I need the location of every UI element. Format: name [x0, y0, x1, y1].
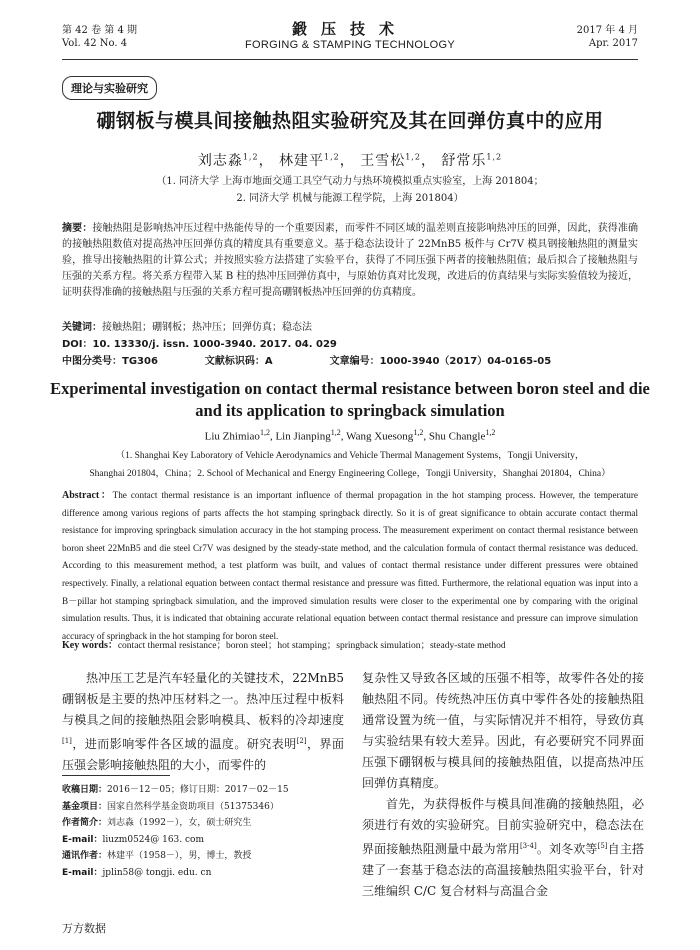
footnotes [62, 782, 352, 881]
journal-name-cn: 鍛压技术 [291, 20, 408, 38]
author-name: 舒常乐 [441, 153, 487, 169]
author-name: 王雪松 [360, 153, 406, 169]
footnote-author-bio: 作者简介：刘志淼（1992－），女，硕士研究生 [62, 818, 252, 828]
body-paragraph: 首先，为获得板件与模具间准确的接触热阻，必须进行有效的实验研究。目前实验研究中，稳态法在界面接触热阻测量中最为常用[3-4]。刘冬欢等[5]自主搭建了一套基于稳态法的高温接触热阻实验平台，针对三维编织 C/C 复合材料与高温合金 [362, 797, 644, 898]
body-paragraph: 复杂性又导致各区域的压强不相等，故零件各处的接触热阻不同。传统热冲压仿真中零件各处的接触热阻通常设置为统一值，与实际情况并不相符，导致仿真与实验结果有较大差异。因此，有必要研究不同界面压强下硼钢板与模具间的接触热阻值，以提高热冲压回弹仿真精度。 [362, 671, 644, 790]
keywords-cn: 关键词：接触热阻；硼钢板；热冲压；回弹仿真；稳态法 [62, 322, 312, 333]
paper-title-cn: 硼钢板与模具间接触热阻实验研究及其在回弹仿真中的应用 [96, 110, 604, 132]
footnote-corresponding: 通讯作者：林建平（1958－），男，博士，教授 [62, 851, 252, 861]
date-cn: 2017 年 4 月 [576, 25, 638, 36]
footnote-divider [62, 775, 170, 776]
journal-name [62, 20, 638, 52]
citation: [1] [62, 737, 72, 745]
author-name: Liu Zhimiao [204, 430, 260, 443]
author-name: Wang Xuesong [346, 430, 414, 443]
author-name: Shu Changle [428, 430, 486, 443]
abstract-cn: 摘要：接触热阻是影响热冲压过程中热能传导的一个重要因素，而零件不同区域的温差则直接影响热冲压的回弹，因此，获得准确的接触热阻数值对提高热冲压回弹仿真的精度具有重要意义。基于稳态法设计了 22MnB5 板件与 Cr7V 模具钢接触热阻的测量实验，推导出接触热阻的计算公式；并按照实验方法搭建了实验平台，获得了不同压强下两者的接触热阻值；最后拟合了接触热阻与压强的关系方程。将关系方程带入某 B 柱的热冲压回弹仿真中，与原始仿真对比发现，改进后的仿真结果与实际实验值较为接近，证明获得准确的接触热阻与压强的关系方程可提高硼钢板热冲压回弹的仿真精度。 [62, 223, 639, 298]
volume-cn: 第 42 卷 第 4 期 [62, 25, 137, 36]
footnote-email: E-mail：jplin58@ tongji. edu. cn [62, 867, 212, 878]
author-list-cn: 刘志淼$^{1,2}$， 林建平$^{1,2}$， 王雪松$^{1,2}$， 舒常乐$^{1,2}$ [197, 152, 503, 169]
volume-en: Vol. 42 No. 4 [62, 38, 128, 49]
page-header [62, 20, 638, 56]
citation: [2] [296, 737, 307, 745]
abstract-en: Abstract：The contact thermal resistance is an important influence of thermal propagation in the hot stamping process. However, the temperature difference among various regions of parts affects the hot stamping springback directly. So it is of great significance to obtain accurate contact thermal resistance for improving springback simulation accuracy in the hot stamping process. The measurement experiment on contact thermal resistance between boron sheet 22MnB5 and die steel Cr7V was designed by the steady-state method, and the calculation formula of contact thermal resistance was deduced. According to this measurement method, a test platform was built, and values of contact thermal resistance under different pressures were obtained respectively. Finally, a relational equation between contact thermal resistance and pressure was fitted. Furthermore, the relational equation was input into a B－pillar hot stamping springback simulation, and the improved simulation results were closer to the experimental one by comparing with the original simulation results. Thus, it is indicated that obtaining accurate relational equation between contact thermal resistance and pressure can improve simulation accuracy of springback in the hot stamping for boron steel. [62, 490, 639, 641]
author-name: 林建平 [279, 153, 325, 169]
author-list-en: Liu Zhimiao$^{1,2}$, Lin Jianping$^{1,2}$, Wang Xuesong$^{1,2}$, Shu Changle$^{1,2}$ [204, 428, 496, 443]
keywords-en: Key words：contact thermal resistance；boron steel；hot stamping；springback simulation；steady-state method [62, 640, 506, 651]
citation: [5] [597, 842, 608, 850]
header-divider [62, 59, 638, 60]
date-en: Apr. 2017 [588, 38, 638, 49]
category-tag: 理论与实验研究 [62, 76, 157, 100]
body-column-right [362, 668, 644, 902]
author-name: Lin Jianping [275, 430, 331, 443]
doi: DOI：10. 13330/j. issn. 1000-3940. 2017. 04. 029 [62, 339, 337, 350]
footnote-received: 收稿日期：2016－12－05；修订日期：2017－02－15 [62, 785, 289, 795]
footnote-email: E-mail：liuzm0524@ 163. com [62, 834, 205, 845]
journal-name-en: FORGING & STAMPING TECHNOLOGY [245, 39, 455, 51]
issue-date [577, 24, 638, 50]
paper-title-en: Experimental investigation on contact thermal resistance between boron steel and die and its application to springback simulation [50, 379, 650, 420]
affiliations-cn: （1. 同济大学 上海市地面交通工具空气动力与热环境模拟重点实验室，上海 201804； 2. 同济大学 机械与能源工程学院，上海 201804） [156, 176, 544, 204]
body-column-left [62, 668, 344, 776]
body-paragraph: 热冲压工艺是汽车轻量化的关键技术，22MnB5 硼钢板是主要的热冲压材料之一。热冲压过程中板料与模具之间的接触热阻会影响模具、板料的冷却速度[1]，进而影响零件各区域的温度。研究表明[2]，界面压强会影响接触热阻的大小，而零件的 [62, 671, 344, 772]
classification-line: 中图分类号：TG306 文献标识码：A 文章编号：1000-3940（2017）04-0165-05 [62, 356, 552, 367]
footnote-funding: 基金项目：国家自然科学基金资助项目（51375346） [62, 801, 279, 812]
citation: [3-4] [519, 842, 537, 850]
author-name: 刘志淼 [197, 153, 243, 169]
affiliations-en: （1. Shanghai Key Laboratory of Vehicle Aerodynamics and Vehicle Thermal Management Systems，Tongji University， Shanghai 201804，China；2. School of Mechanical and Energy Engineering College，Tongji University，Shanghai 201804，China） [89, 451, 611, 479]
page-footer: 万方数据 [62, 922, 106, 935]
